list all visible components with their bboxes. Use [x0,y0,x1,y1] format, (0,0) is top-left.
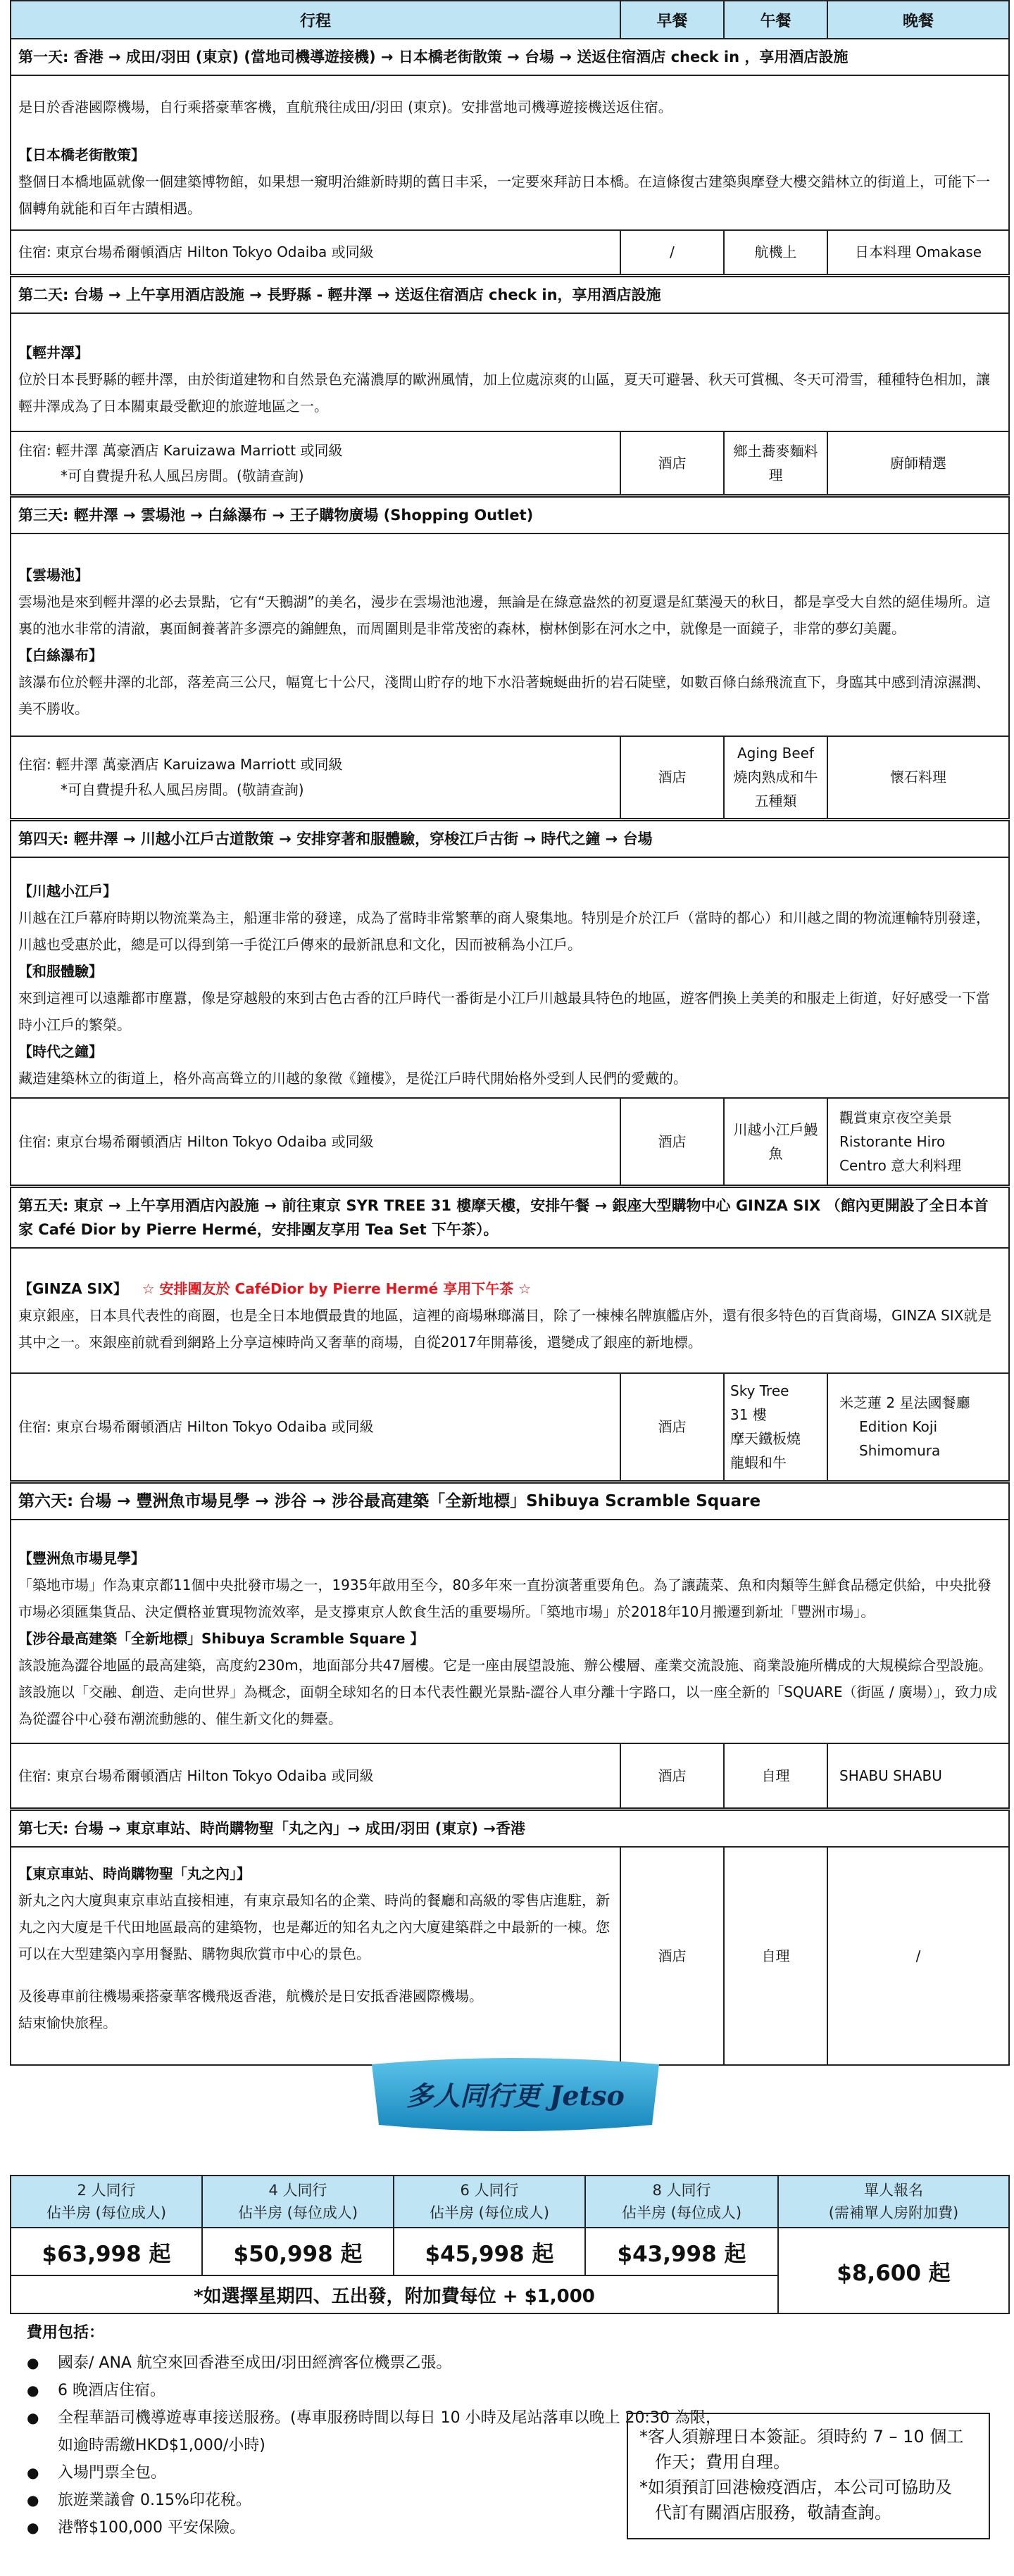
day-5-lunch-line-3: 摩天鐵板燒 [730,1430,801,1448]
day-3-hotel-note: *可自費提升私人風呂房間。(敬請查詢) [61,781,304,799]
day-1-intro: 是日於香港國際機場，自行乘搭豪華客機，直航飛往成田/羽田 (東京)。安排當地司機導遊接機送返住宿。 [18,99,672,115]
day-5-lunch-line-4: 龍蝦和牛 [730,1454,787,1472]
day-4-meals-row [11,1098,1009,1187]
day-5-special-heading: 【GINZA SIX】 [18,1280,127,1297]
day-3-lunch: Aging Beef 燒肉熟成和牛五種類 [724,736,827,819]
tier-4-room: 佔半房 (每位成人) [621,2204,742,2221]
tier-3-room: 佔半房 (每位成人) [429,2204,550,2221]
day-6-section-1-heading: 【豐洲魚市場見學】 [18,1549,145,1567]
day-5-dinner-line-1: 米芝蓮 2 星法國餐廳 [839,1394,970,1412]
day-5-dinner-line-2: Edition Koji [859,1418,938,1436]
day-6-section-2-heading: 【涉谷最高建築「全新地標」Shibuya Scramble Square 】 [18,1629,425,1647]
day-4-description [11,857,1009,1098]
tier-4-header [585,2176,778,2228]
day-2-lunch: 鄉土蕎麥麵料理 [724,431,827,496]
day-2-section-heading: 【輕井澤】 [18,343,89,361]
day-3-title-row [11,496,1009,534]
day-3-dinner: 懷石料理 [827,736,1009,819]
day-5-special-line [18,1275,1001,1302]
day-7-body-row [11,1847,1009,2065]
day-1-lunch: 航機上 [724,230,827,275]
single-title: 單人報名 [864,2182,923,2199]
day-1-dinner: 日本料理 Omakase [827,230,1009,275]
day-5-lunch-line-1: Sky Tree [730,1382,789,1400]
day-2-meals-row [11,431,1009,496]
banner-text: 多人同行更 Jetso [406,2080,625,2111]
day-2-body-row [11,313,1009,431]
itinerary-table [10,0,1010,2066]
hotel-note-line-1: *如須預訂回港檢疫酒店，本公司可協助及 [639,2477,952,2497]
day-5-lunch-line-2: 31 樓 [730,1406,767,1424]
day-4-section-2-heading: 【和服體驗】 [18,962,103,980]
day-7-dinner: / [827,1847,1009,2065]
tier-3-header [394,2176,585,2228]
day-7-closing-1: 及後專車前往機場乘搭豪華客機飛返香港，航機於是日安抵香港國際機場。 [18,1988,483,2004]
day-6-section-2-text: 該設施為澀谷地區的最高建築，高度約230m，地面部分共47層樓。它是一座由展望設施、辦公樓層、產業交流設施、商業設施所構成的大規模綜合型設施。該設施以「交融、創造、走向世界」為概念，面朝全球知名的日本代表性觀光景點-澀谷人車分離十字路口，以一座全新的「SQUARE（街區 / 廣場）」，致力成為從澀谷中心發布潮流動態的、催生新文化的舞臺。 [18,1656,997,1727]
header-breakfast: 早餐 [620,1,724,39]
weekday-surcharge-note: *如選擇星期四、五出發，附加費每位 + $1,000 [11,2275,778,2313]
day-2-description [11,313,1009,431]
fee-item: ● 旅遊業議會 0.15%印花稅。 [58,2487,731,2514]
tier-2-price: $50,998 起 [202,2228,394,2275]
day-3-section-2-heading: 【白絲瀑布】 [18,647,103,664]
day-1-body-row [11,75,1009,230]
day-1-section-text: 整個日本橋地區就像一個建築博物館，如果想一窺明治維新時期的舊日丰采，一定要來拜訪日本橋。在這條復古建築與摩登大樓交錯林立的街道上，可能下一個轉角就能和百年古蹟相遇。 [18,173,990,217]
promo-banner [368,2052,663,2136]
day-3-description [11,533,1009,736]
visa-note-line-2: 作天；費用自理。 [655,2452,790,2472]
day-7-title-row [11,1810,1009,1848]
tier-1-people: 2 人同行 [77,2182,136,2199]
tier-2-people: 4 人同行 [268,2182,327,2199]
day-5-lunch [724,1373,827,1482]
day-5-meals-row [11,1373,1009,1482]
day-3-body-row [11,533,1009,736]
price-value-row [11,2228,1009,2275]
day-4-title: 第四天: 輕井澤 → 川越小江戶古道散策 → 安排穿著和服體驗，穿梭江戶古街 → 時代之鐘 → 台場 [11,819,1009,857]
day-2-breakfast: 酒店 [620,431,724,496]
day-4-section-3-heading: 【時代之鐘】 [18,1042,103,1060]
header-dinner: 晚餐 [827,1,1009,39]
day-4-dinner-line-3: Centro 意大利料理 [839,1156,962,1174]
fees-included [27,2319,731,2542]
day-4-section-1-text: 川越在江戶幕府時期以物流業為主，船運非常的發達，成為了當時非常繁華的商人聚集地。特別是介於江戶（當時的都心）和川越之間的物流運輸特別發達，川越也受惠於此，總是可以得到第一手從江戶傳來的最新訊息和文化，因而被稱為小江戶。 [18,909,990,953]
day-2-title-row [11,275,1009,313]
tier-3-price: $45,998 起 [394,2228,585,2275]
day-4-dinner [827,1098,1009,1187]
day-1-description [11,75,1009,230]
tier-1-room: 佔半房 (每位成人) [46,2204,167,2221]
header-lunch: 午餐 [724,1,827,39]
day-1-title: 第一天: 香港 → 成田/羽田 (東京) (當地司機導遊接機) → 日本橋老街散策 → 台場 → 送返住宿酒店 check in ，享用酒店設施 [11,39,1009,75]
day-3-breakfast: 酒店 [620,736,724,819]
day-5-title: 第五天: 東京 → 上午享用酒店內設施 → 前往東京 SYR TREE 31 樓摩天樓，安排午餐 → 銀座大型購物中心 GINZA SIX （館內更開設了全日本首家 Café Dior by Pierre Hermé，安排團友享用 Tea Set 下午茶）。 [11,1187,1009,1249]
header-itinerary: 行程 [11,1,620,39]
day-7-title: 第七天: 台場 → 東京車站、時尚購物聖「丸之內」→ 成田/羽田 (東京) →香港 [11,1810,1009,1848]
fee-item: ● 全程華語司機導遊專車接送服務。(專車服務時間以每日 10 小時及尾站落車以晚上 20:30 為限， 如逾時需繳HKD$1,000/小時) [58,2404,734,2459]
day-7-section-heading: 【東京車站、時尚購物聖「丸之內」】 [18,1865,251,1882]
fee-item: ● 港幣$100,000 平安保險。 [58,2514,731,2542]
price-table [10,2175,1010,2314]
day-3-hotel-cell [11,736,620,819]
day-1-hotel: 住宿: 東京台場希爾頓酒店 Hilton Tokyo Odaiba 或同級 [11,230,620,275]
day-7-breakfast: 酒店 [620,1847,724,2065]
day-5-hotel: 住宿: 東京台場希爾頓酒店 Hilton Tokyo Odaiba 或同級 [11,1373,620,1482]
day-3-hotel: 住宿: 輕井澤 萬豪酒店 Karuizawa Marriott 或同級 [18,756,343,774]
tier-4-people: 8 人同行 [652,2182,711,2199]
day-4-section-1-heading: 【川越小江戶】 [18,882,117,899]
single-sub: (需補單人房附加費) [828,2204,959,2221]
day-6-lunch: 自理 [724,1743,827,1810]
day-7-description [11,1847,620,2065]
day-6-description [11,1520,1009,1743]
fees-title: 費用包括： [27,2324,105,2342]
day-6-section-1-text: 「築地市場」作為東京都11個中央批發市場之一，1935年啟用至今，80多年來一直扮演著重要角色。為了讓蔬菜、魚和肉類等生鮮食品穩定供給，中央批發市場必須匯集貨品、決定價格並實現物流效率，是支撐東京人飲食生活的重要場所。「築地市場」於2018年10月搬遷到新址「豐洲市場」。 [18,1576,991,1620]
hotel-note-line-2: 代訂有關酒店服務，敬請查詢。 [655,2503,891,2523]
day-4-dinner-line-2: Ristorante Hiro [839,1132,946,1150]
day-6-breakfast: 酒店 [620,1743,724,1810]
day-7-section-text: 新丸之內大廈與東京車站直接相連，有東京最知名的企業、時尚的餐廳和高級的零售店進駐，新丸之內大廈是千代田地區最高的建築物，也是鄰近的知名丸之內大廈建築群之中最新的一棟。您可以在大型建築內享用餐點、購物與欣賞市中心的景色。 [18,1892,610,1962]
day-2-dinner: 廚師精選 [827,431,1009,496]
day-4-dinner-line-1: 觀賞東京夜空美景 [839,1109,952,1126]
tier-1-header [11,2176,202,2228]
day-4-title-row [11,819,1009,857]
day-5-description [11,1248,1009,1373]
tier-3-people: 6 人同行 [460,2182,519,2199]
day-3-title: 第三天: 輕井澤 → 雲場池 → 白絲瀑布 → 王子購物廣場 (Shopping Outlet) [11,496,1009,534]
day-2-section-text: 位於日本長野縣的輕井澤，由於街道建物和自然景色充滿濃厚的歐洲風情，加上位處涼爽的山區，夏天可避暑、秋天可賞楓、冬天可滑雪，種種特色相加，讓輕井澤成為了日本關東最受歡迎的旅遊地區之一。 [18,370,990,415]
fee-item: ● 國泰/ ANA 航空來回香港至成田/羽田經濟客位機票乙張。 [58,2349,731,2377]
fee-item: ● 入場門票全包。 [58,2459,731,2487]
fee-item: ● 6 晚酒店住宿。 [58,2377,731,2404]
day-5-body-row [11,1248,1009,1373]
day-6-hotel: 住宿: 東京台場希爾頓酒店 Hilton Tokyo Odaiba 或同級 [11,1743,620,1810]
day-5-dinner-line-3: Shimomura [859,1442,941,1460]
tier-4-price: $43,998 起 [585,2228,778,2275]
price-header-row [11,2176,1009,2228]
day-6-title-row [11,1482,1009,1520]
day-7-lunch: 自理 [724,1847,827,2065]
tier-2-room: 佔半房 (每位成人) [237,2204,358,2221]
day-2-hotel-cell [11,431,620,496]
day-1-title-row [11,39,1009,75]
notes-box [627,2413,990,2539]
tier-1-price: $63,998 起 [11,2228,202,2275]
day-2-title: 第二天: 台場 → 上午享用酒店設施 → 長野縣 - 輕井澤 → 送返住宿酒店 check in，享用酒店設施 [11,275,1009,313]
day-4-section-2-text: 來到這裡可以遠離都市塵囂，像是穿越般的來到古色古香的江戶時代一番街是小江戶川越最具特色的地區，遊客們換上美美的和服走上街道，好好感受一下當時小江戶的繁榮。 [18,989,990,1033]
day-4-hotel: 住宿: 東京台場希爾頓酒店 Hilton Tokyo Odaiba 或同級 [11,1098,620,1187]
day-1-section-heading: 【日本橋老街散策】 [18,146,145,163]
day-1-meals-row [11,230,1009,275]
day-5-highlight: ☆ 安排團友於 CaféDior by Pierre Hermé 享用下午茶 ☆ [142,1280,532,1297]
day-2-hotel: 住宿: 輕井澤 萬豪酒店 Karuizawa Marriott 或同級 [18,441,343,459]
tier-2-header [202,2176,394,2228]
itinerary-page [10,0,1008,2537]
table-header-row [11,1,1009,39]
day-6-title: 第六天: 台場 → 豐洲魚市場見學 → 涉谷 → 涉谷最高建築「全新地標」Shibuya Scramble Square [11,1482,1009,1520]
day-6-body-row [11,1520,1009,1743]
visa-note-line-1: *客人須辦理日本簽証。須時約 7 – 10 個工 [639,2427,964,2446]
single-price: $8,600 起 [778,2228,1009,2313]
day-3-meals-row [11,736,1009,819]
day-4-section-3-text: 藏造建築林立的街道上，格外高高聳立的川越的象徵《鐘樓》，是從江戶時代開始格外受到人民們的愛戴的。 [18,1069,687,1087]
fees-list [27,2349,731,2542]
day-5-title-row [11,1187,1009,1249]
day-7-closing-2: 結束愉快旅程。 [18,2014,117,2031]
day-3-section-1-text: 雲場池是來到輕井澤的必去景點，它有“天鵝湖”的美名，漫步在雲場池池邊，無論是在綠意盎然的初夏還是紅葉漫天的秋日，都是享受大自然的絕佳場所。這裏的池水非常的清澈，裏面飼養著許多漂亮的錦鯉魚，而周圍則是非常茂密的森林，樹林倒影在河水之中，就像是一面鏡子，非常的夢幻美麗。 [18,593,991,637]
day-4-body-row [11,857,1009,1098]
single-header [778,2176,1009,2228]
day-6-meals-row [11,1743,1009,1810]
day-5-breakfast: 酒店 [620,1373,724,1482]
day-4-lunch: 川越小江戶鰻魚 [724,1098,827,1187]
day-2-hotel-note: *可自費提升私人風呂房間。(敬請查詢) [61,467,304,484]
day-5-dinner [827,1373,1009,1482]
day-4-breakfast: 酒店 [620,1098,724,1187]
day-6-dinner: SHABU SHABU [827,1743,1009,1810]
day-5-section-text: 東京銀座，日本具代表性的商圈，也是全日本地價最貴的地區，這裡的商場琳瑯滿目，除了一棟棟名牌旗艦店外，還有很多特色的百貨商場，GINZA SIX就是其中之一。來銀座前就看到網路上分享這棟時尚又奢華的商場，自從2017年開幕後，還變成了銀座的新地標。 [18,1307,992,1351]
day-3-section-1-heading: 【雲場池】 [18,567,89,583]
day-1-breakfast: / [620,230,724,275]
day-3-section-2-text: 該瀑布位於輕井澤的北部，落差高三公尺，幅寬七十公尺，淺間山貯存的地下水沿著蜿蜒曲折的岩石陡壁，如數百條白絲飛流直下，身臨其中感到清涼濕潤、美不勝收。 [18,674,990,717]
